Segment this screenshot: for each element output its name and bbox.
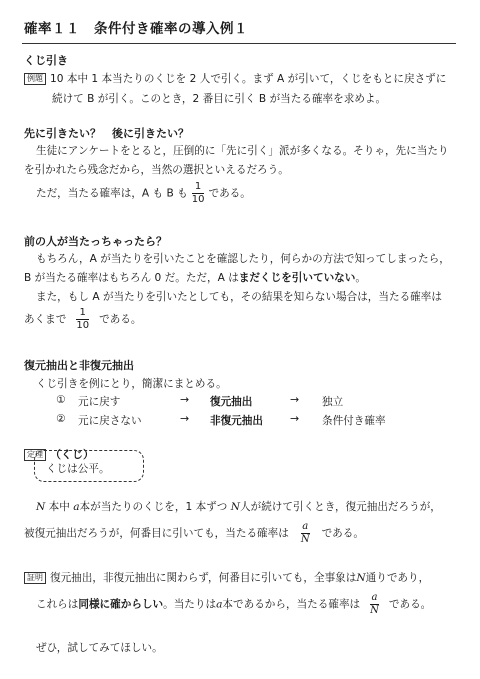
example-line-1 (24, 71, 446, 86)
row2-action: 元に戻さない (78, 415, 142, 427)
theorem-text-2: 本が当たりのくじを，1 本ずつ (79, 501, 228, 513)
row2-result: 条件付き確率 (322, 415, 386, 427)
proof-tag: 証明 (24, 572, 46, 584)
example-line-2: 続けて B が引く。このとき，2 番目に引く B が当たる確率を求めよ。 (52, 93, 387, 105)
closing-text: ぜひ，試してみてほしい。 (36, 642, 163, 654)
proof-line-1 (24, 570, 429, 585)
proof-text-5: 本であるから，当たる確率は (222, 598, 361, 611)
var-N: N (36, 501, 46, 513)
fraction-a-over-N (301, 522, 310, 545)
heading-sampling: 復元抽出と非復元抽出 (24, 359, 134, 372)
page-title: 確率１１ 条件付き確率の導入例１ (24, 21, 248, 37)
fraction-denominator: N (370, 605, 379, 616)
s2-line-3-pre: ただ，当たる確率は，A も B も (36, 187, 188, 200)
row1-result: 独立 (322, 396, 344, 408)
theorem-tag: 定理 (24, 449, 46, 461)
s3-emphasis: まだくじを引いていない (238, 272, 356, 284)
s3-line-3: また，もし A が当たりを引いたとしても，その結果を知らない場合は，当たる確率は (36, 291, 442, 303)
row1-num: ① (56, 394, 66, 406)
fraction-numerator: a (371, 592, 378, 603)
heading-first-or-later: 先に引きたい？ 後に引きたい？ (24, 127, 189, 140)
theorem-line-2 (24, 522, 364, 545)
row2-arrow-1: → (180, 412, 190, 425)
s3-line-2 (24, 270, 366, 285)
fraction-numerator: 1 (192, 182, 205, 194)
proof-line-2 (36, 593, 431, 616)
fraction-one-tenth (192, 182, 205, 205)
theorem-line-1 (36, 499, 441, 514)
theorem-text-3: 人が続けて引くとき，復元抽出だろうが， (240, 501, 441, 513)
fraction-denominator: 10 (76, 320, 90, 331)
fraction-denominator: N (300, 534, 310, 545)
example-tag: 例題 (24, 73, 46, 85)
s2-line-3-post: である。 (208, 187, 251, 200)
s3-line-4-post: である。 (99, 313, 142, 326)
theorem-statement: くじは公平。 (46, 463, 110, 475)
example-text-1: 10 本中 1 本当たりのくじを 2 人で引く。まず A が引いて，くじをもとに戻さずに (50, 73, 447, 85)
fraction-numerator: a (302, 521, 309, 532)
var-a: a (73, 501, 80, 513)
fraction-one-tenth-2 (76, 308, 89, 331)
row1-action: 元に戻す (78, 396, 121, 408)
row1-arrow-2: → (290, 393, 300, 406)
theorem-heading: （くじ） (50, 448, 94, 461)
s3-line-2-pre: B が当たる確率はもちろん 0 だ。ただ，A は (24, 272, 239, 284)
s3-line-1: もちろん，A が当たりを引いたことを確認したり，何らかの方法で知ってしまったら， (36, 253, 450, 265)
theorem-text-1: 本中 (48, 501, 70, 513)
proof-text-2: 通りであり， (365, 572, 430, 584)
fraction-a-over-N-2 (370, 593, 379, 616)
s3-line-4-pre: あくまで (24, 313, 67, 326)
proof-text-1: 復元抽出，非復元抽出に関わらず，何番目に引いても，全事象は (50, 572, 357, 584)
s2-line-2: を引かれたら残念だから，当然の選択といえるだろう。 (24, 164, 289, 176)
var-N-2: N (230, 501, 241, 513)
proof-emphasis: 同様に確からしい (78, 598, 164, 611)
s2-line-1: 生徒にアンケートをとると，圧倒的に「先に引く」派が多くなる。そりゃ，先に当たり (36, 145, 449, 157)
heading-kujibiki: くじ引き (24, 54, 68, 67)
fraction-numerator: 1 (76, 308, 89, 320)
fraction-denominator: 10 (191, 194, 205, 205)
s4-intro: くじ引きを例にとり，簡潔にまとめる。 (36, 378, 227, 390)
var-N-3: N (356, 572, 366, 584)
s3-line-4 (24, 308, 141, 331)
row1-arrow-1: → (180, 393, 190, 406)
s2-line-3 (36, 182, 251, 205)
row1-term: 復元抽出 (210, 396, 253, 408)
proof-text-3: これらは (36, 598, 79, 611)
var-a-2: a (216, 598, 223, 611)
row2-arrow-2: → (290, 412, 300, 425)
theorem-line-2-post: である。 (321, 527, 364, 540)
proof-text-6: である。 (388, 598, 432, 611)
theorem-line-2-pre: 被復元抽出だろうが，何番目に引いても，当たる確率は (24, 527, 289, 540)
row2-term: 非復元抽出 (210, 415, 263, 427)
heading-previous-person: 前の人が当たっちゃったら？ (24, 235, 167, 248)
row2-num: ② (56, 413, 66, 425)
title-rule (22, 43, 456, 44)
s3-line-2-post: 。 (355, 272, 366, 284)
proof-text-4: 。当たりは (163, 598, 217, 611)
